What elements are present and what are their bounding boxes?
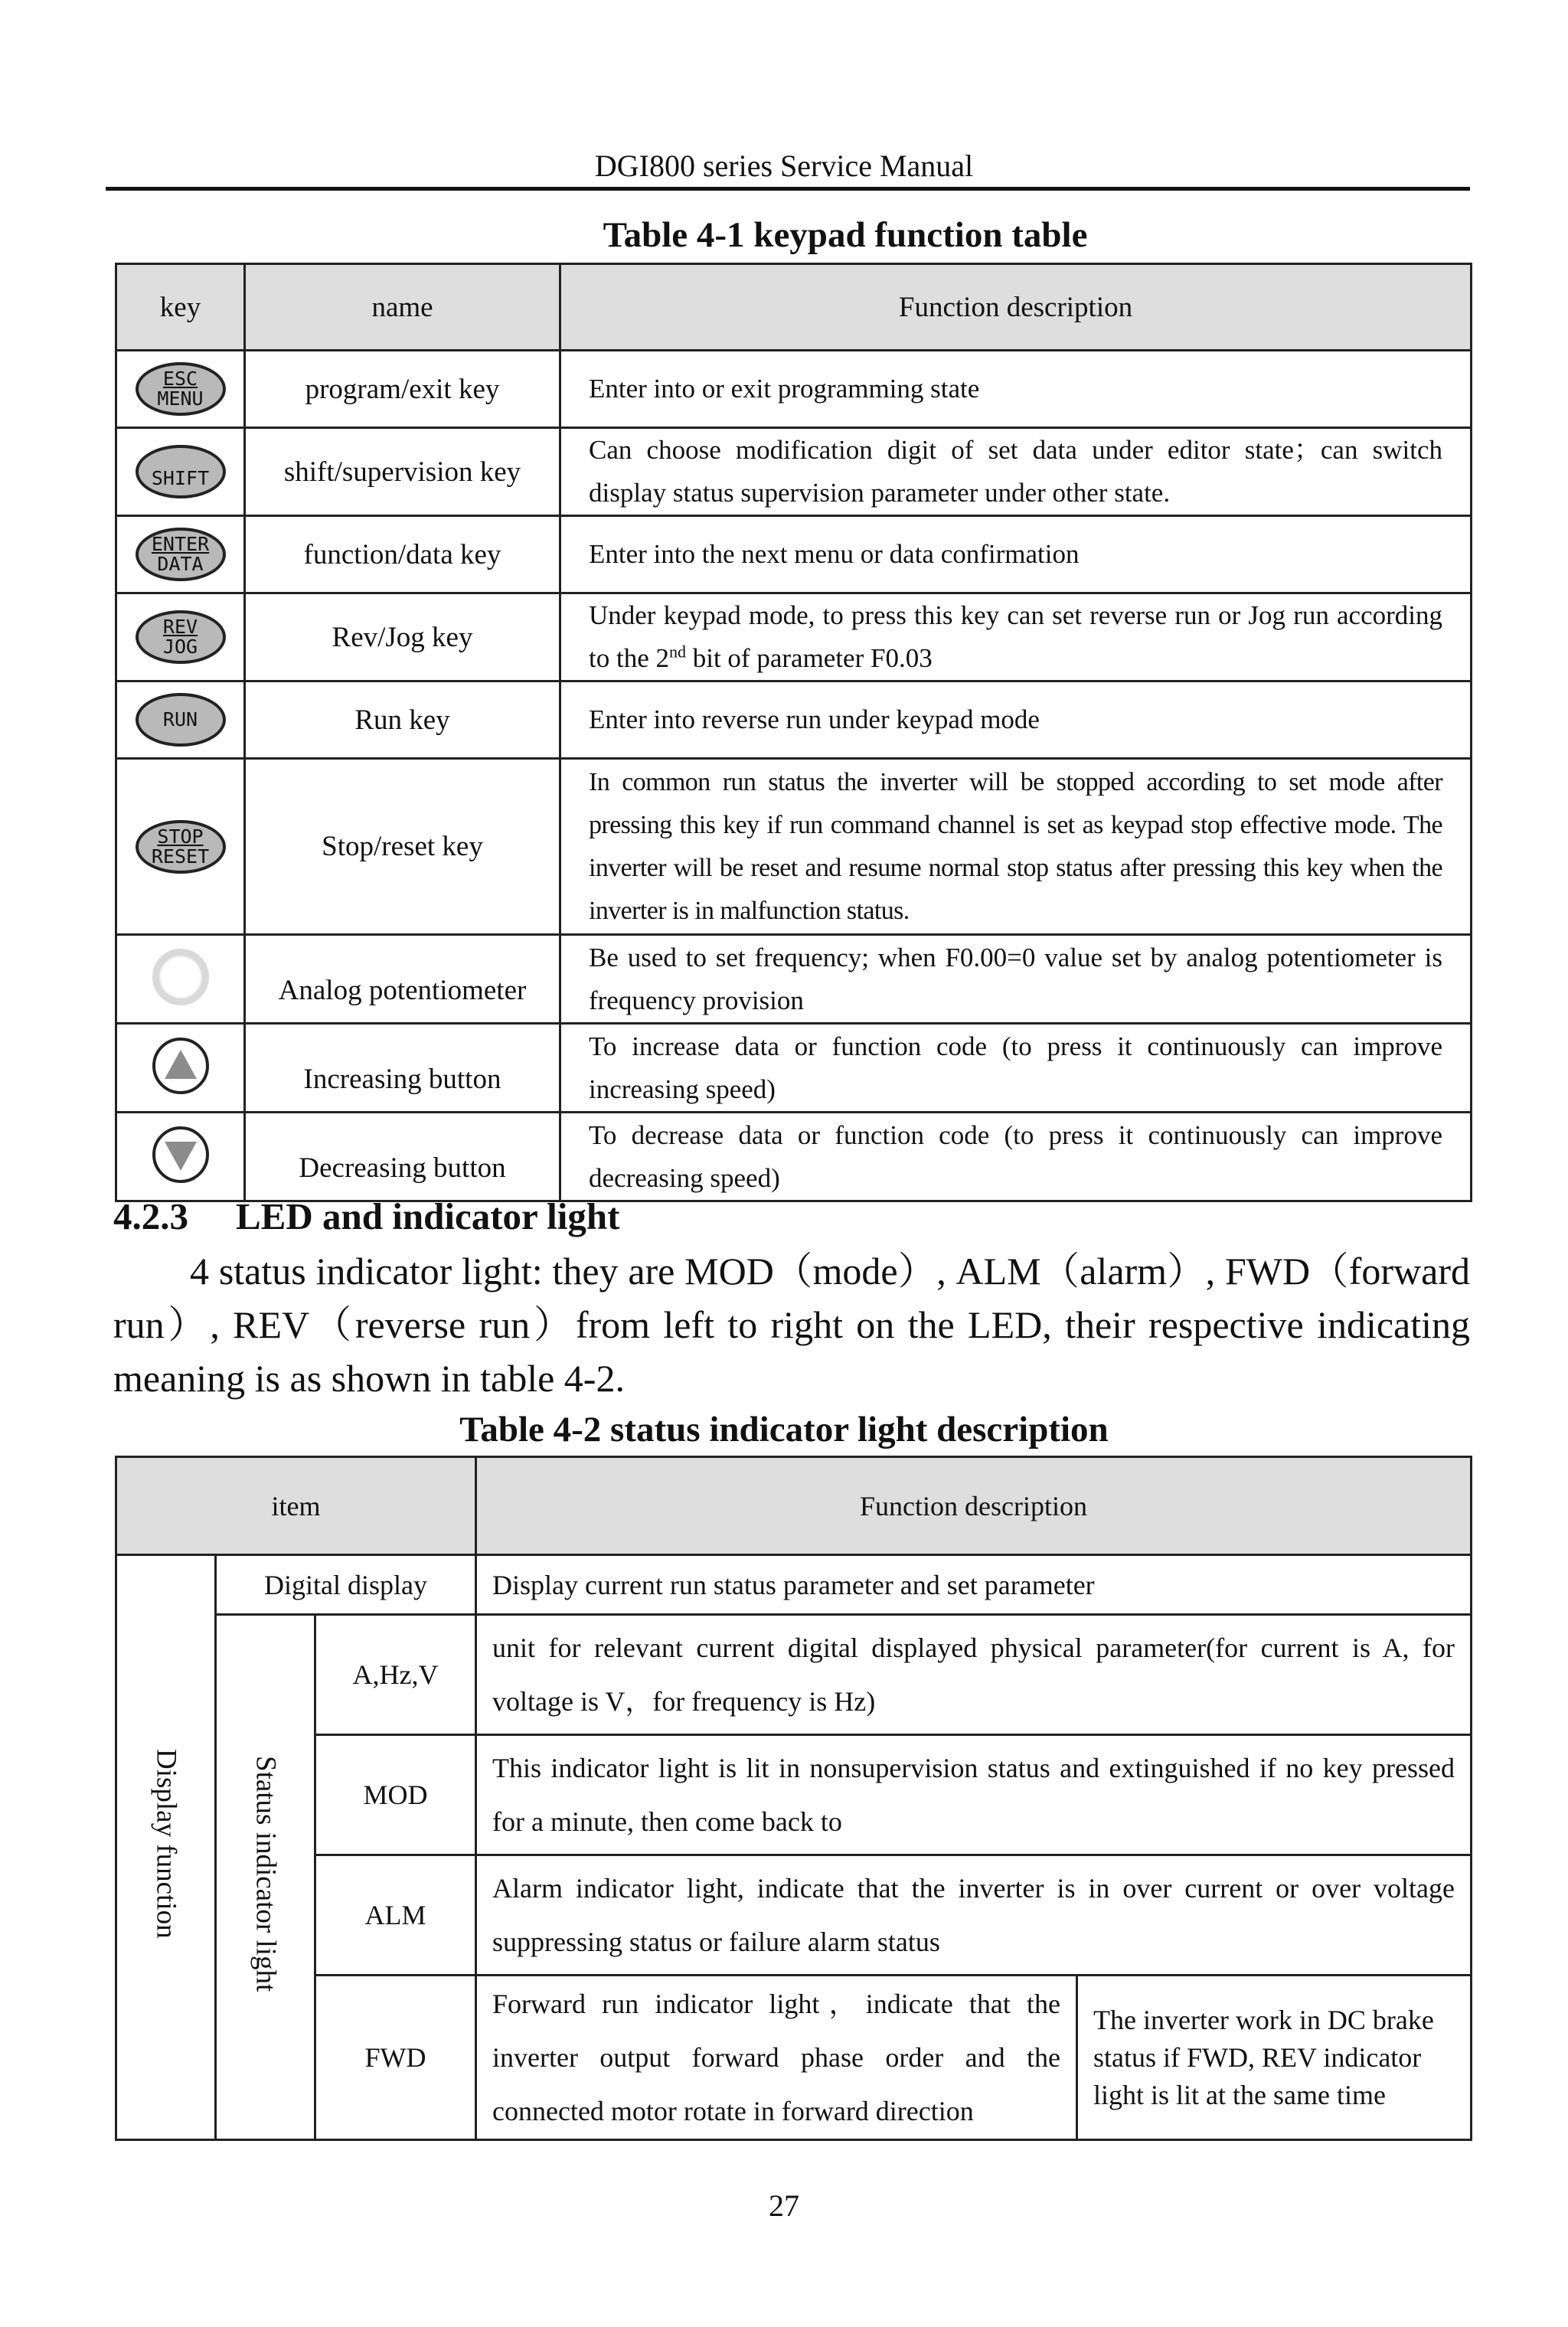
indicator-item: ALM bbox=[315, 1855, 476, 1976]
key-cell bbox=[116, 351, 245, 428]
key-description: To increase data or function code (to press it continuously can improve increasing speed) bbox=[560, 1024, 1472, 1113]
down-triangle-icon bbox=[152, 1126, 209, 1183]
display-function-label: Display function bbox=[150, 1749, 182, 1939]
key-name: Stop/reset key bbox=[245, 759, 560, 935]
table-row bbox=[116, 681, 1472, 759]
table2-caption: Table 4-2 status indicator light description bbox=[459, 1410, 1109, 1449]
indicator-desc: Forward run indicator light，indicate that the inverter output forward phase order and the connected motor rotate in forward direction bbox=[476, 1976, 1077, 2140]
table-row bbox=[116, 516, 1472, 593]
table-row bbox=[116, 1976, 1472, 2140]
table-row bbox=[116, 428, 1472, 516]
key-description: In common run status the inverter will be stopped according to set mode after pressing this key if run command channel is set as keypad stop effective mode. The inverter will be reset and resume normal stop status after pressing this key when the inverter is in malfunction status. bbox=[560, 759, 1472, 935]
key-description: Enter into or exit programming state bbox=[560, 351, 1472, 428]
table-row bbox=[116, 1855, 1472, 1976]
key-description: Be used to set frequency; when F0.00=0 value set by analog potentiometer is frequency provision bbox=[560, 935, 1472, 1024]
key-cell bbox=[116, 593, 245, 681]
status-indicator-table bbox=[115, 1456, 1472, 2141]
digital-display-desc: Display current run status parameter and set parameter bbox=[476, 1555, 1472, 1615]
table-row bbox=[116, 1735, 1472, 1855]
key-name: Decreasing button bbox=[245, 1113, 560, 1201]
running-head: DGI800 series Service Manual bbox=[594, 149, 974, 183]
key-cell bbox=[116, 516, 245, 593]
shift-key-icon: SHIFT bbox=[136, 445, 226, 498]
col-header-key: key bbox=[116, 264, 245, 351]
section-heading bbox=[113, 1195, 619, 1238]
key-name: Analog potentiometer bbox=[245, 935, 560, 1024]
key-description: Enter into the next menu or data confirmation bbox=[560, 516, 1472, 593]
indicator-note: The inverter work in DC brake status if FWD, REV indicator light is lit at the same time bbox=[1077, 1976, 1472, 2140]
table-row bbox=[116, 1555, 1472, 1615]
indicator-desc: unit for relevant current digital displayed physical parameter(for current is A, for voltage is V，for frequency is Hz) bbox=[476, 1615, 1472, 1735]
table-header-row bbox=[116, 1457, 1472, 1555]
key-name: program/exit key bbox=[245, 351, 560, 428]
table-row bbox=[116, 935, 1472, 1024]
digital-display-label: Digital display bbox=[216, 1555, 476, 1615]
indicator-item: FWD bbox=[315, 1976, 476, 2140]
key-description: Can choose modification digit of set data under editor state；can switch display status supervision parameter under other state. bbox=[560, 428, 1472, 516]
section-number: 4.2.3 bbox=[113, 1195, 188, 1237]
key-name: Run key bbox=[245, 681, 560, 759]
indicator-desc: Alarm indicator light, indicate that the inverter is in over current or over voltage suppressing status or failure alarm status bbox=[476, 1855, 1472, 1976]
key-name: Increasing button bbox=[245, 1024, 560, 1113]
header-rule bbox=[106, 187, 1470, 191]
table-row bbox=[116, 351, 1472, 428]
keypad-function-table bbox=[115, 263, 1472, 1202]
indicator-item: A,Hz,V bbox=[315, 1615, 476, 1735]
run-key-icon: RUN bbox=[136, 693, 226, 747]
key-name: function/data key bbox=[245, 516, 560, 593]
col-header-function: Function description bbox=[476, 1457, 1472, 1555]
body-paragraph: 4 status indicator light: they are MOD（mode）, ALM（alarm）, FWD（forward run）, REV（reverse run）from left to right on the LED, their respective indicating meaning is as shown in table 4-2. bbox=[113, 1250, 1470, 1400]
subgroup-label-cell bbox=[216, 1615, 315, 2140]
key-name: Rev/Jog key bbox=[245, 593, 560, 681]
page-number: 27 bbox=[769, 2188, 799, 2223]
rev-jog-key-icon: REV JOG bbox=[136, 610, 226, 664]
key-cell bbox=[116, 1113, 245, 1201]
table1-caption: Table 4-1 keypad function table bbox=[603, 215, 1088, 255]
key-cell bbox=[116, 681, 245, 759]
key-cell bbox=[116, 935, 245, 1024]
esc-menu-key-icon: ESC MENU bbox=[136, 362, 226, 416]
group-label-cell bbox=[116, 1555, 216, 2140]
table-row bbox=[116, 759, 1472, 935]
key-cell bbox=[116, 1024, 245, 1113]
indicator-item: MOD bbox=[315, 1735, 476, 1855]
table-row bbox=[116, 1113, 1472, 1201]
key-description: Under keypad mode, to press this key can set reverse run or Jog run according to the 2nd bit of parameter F0.03 bbox=[560, 593, 1472, 681]
table-row bbox=[116, 593, 1472, 681]
table-row bbox=[116, 1615, 1472, 1735]
key-description: To decrease data or function code (to press it continuously can improve decreasing speed) bbox=[560, 1113, 1472, 1201]
key-cell bbox=[116, 428, 245, 516]
table-header-row bbox=[116, 264, 1472, 351]
key-name: shift/supervision key bbox=[245, 428, 560, 516]
up-triangle-icon bbox=[152, 1038, 209, 1094]
col-header-name: name bbox=[245, 264, 560, 351]
col-header-function: Function description bbox=[560, 264, 1472, 351]
section-title: LED and indicator light bbox=[236, 1195, 620, 1237]
status-indicator-light-label: Status indicator light bbox=[250, 1755, 282, 1992]
key-description: Enter into reverse run under keypad mode bbox=[560, 681, 1472, 759]
key-cell bbox=[116, 759, 245, 935]
indicator-desc: This indicator light is lit in nonsupervision status and extinguished if no key pressed for a minute, then come back to bbox=[476, 1735, 1472, 1855]
table-row bbox=[116, 1024, 1472, 1113]
col-header-item: item bbox=[116, 1457, 476, 1555]
enter-data-key-icon: ENTER DATA bbox=[136, 528, 226, 581]
stop-reset-key-icon: STOP RESET bbox=[136, 820, 226, 874]
potentiometer-knob-icon bbox=[152, 949, 209, 1005]
